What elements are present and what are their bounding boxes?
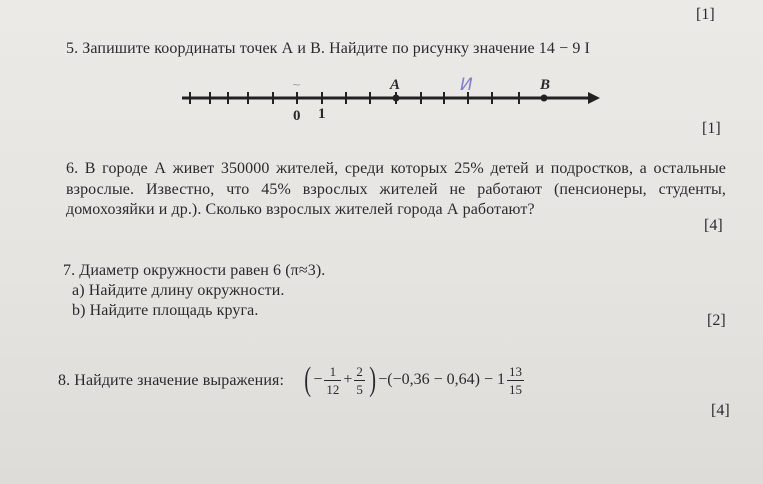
q5-text: 5. Запишите координаты точек А и В. Найдите по рисунку значение 14 − 9 I bbox=[66, 40, 590, 57]
q6-line-3: домохозяйки и др.). Сколько взрослых жителей города А работают? bbox=[66, 201, 535, 218]
q8-fraction-3: $\frac{13}{15}$ bbox=[508, 363, 522, 397]
point-b-dot bbox=[541, 95, 548, 102]
q8-close-paren: ) bbox=[369, 361, 376, 398]
q8-open-paren: ( bbox=[304, 361, 312, 398]
q8-minus: − bbox=[313, 371, 323, 388]
q8-prefix: 8. Найдите значение выражения: bbox=[58, 372, 285, 389]
score-mark-q5: [1] bbox=[702, 120, 721, 137]
q8-expression bbox=[302, 355, 526, 405]
q8-middle: −(−0,36 − 0,64) − 1 bbox=[378, 371, 505, 388]
q8-fraction-2: $\frac{2}{5}$ bbox=[356, 363, 363, 397]
zero-label: 0 bbox=[293, 108, 301, 124]
q6-line-2: взрослые. Известно, что 45% взрослых жителей не работают (пенсионеры, студенты, bbox=[66, 181, 726, 198]
one-label: 1 bbox=[318, 106, 326, 122]
score-mark-q6: [4] bbox=[704, 217, 723, 234]
point-b-label: B bbox=[540, 77, 551, 93]
q8-fraction-1: $\frac{1}{12}$ bbox=[326, 363, 340, 397]
q7-part-b: b) Найдите площадь круга. bbox=[72, 302, 259, 319]
point-a-label: A bbox=[390, 77, 401, 93]
q6-line-1: 6. В городе А живет 350000 жителей, среди которых 25% детей и подростков, а остальные bbox=[66, 160, 726, 177]
score-mark-q8: [4] bbox=[711, 402, 730, 419]
score-mark-q7: [2] bbox=[707, 312, 726, 329]
point-a-dot bbox=[393, 95, 400, 102]
handwritten-mark: И bbox=[460, 75, 473, 95]
score-mark-top: [1] bbox=[696, 6, 715, 23]
q7-title: 7. Диаметр окружности равен 6 (π≈3). bbox=[63, 262, 326, 279]
q8-plus: + bbox=[343, 371, 353, 388]
tiny-mark: ~ bbox=[292, 78, 302, 91]
q7-part-a: a) Найдите длину окружности. bbox=[72, 282, 285, 299]
